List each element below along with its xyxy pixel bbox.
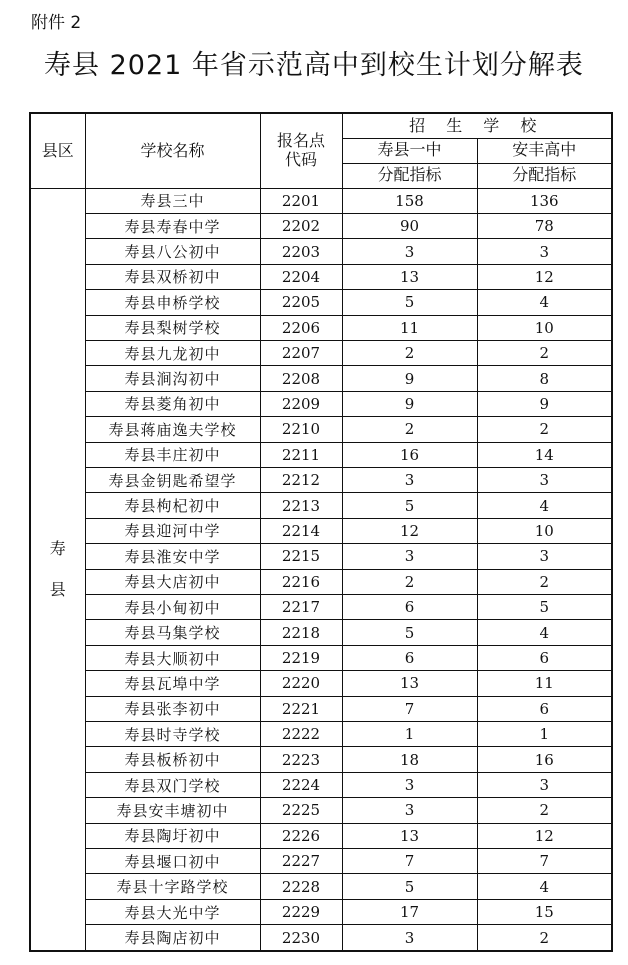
school2-quota-cell: 4	[477, 290, 612, 315]
school-name-cell: 寿县迎河中学	[85, 518, 260, 543]
school2-quota-cell: 6	[477, 696, 612, 721]
school1-quota-cell: 9	[342, 366, 477, 391]
school2-quota-cell: 9	[477, 391, 612, 416]
code-cell: 2217	[260, 595, 342, 620]
school-name-cell: 寿县八公初中	[85, 239, 260, 264]
code-cell: 2204	[260, 264, 342, 289]
table-row	[30, 467, 612, 492]
school1-quota-cell: 13	[342, 823, 477, 848]
school-name-cell: 寿县梨树学校	[85, 315, 260, 340]
school2-quota-cell: 6	[477, 645, 612, 670]
school-name-cell: 寿县菱角初中	[85, 391, 260, 416]
school-name-cell: 寿县张李初中	[85, 696, 260, 721]
school2-quota-cell: 2	[477, 925, 612, 951]
school1-quota-cell: 9	[342, 391, 477, 416]
school-name-cell: 寿县蒋庙逸夫学校	[85, 417, 260, 442]
school-name-cell: 寿县堰口初中	[85, 849, 260, 874]
code-cell: 2211	[260, 442, 342, 467]
table-body	[30, 188, 612, 951]
county-char-2: 县	[49, 580, 66, 600]
school-name-cell: 寿县双门学校	[85, 772, 260, 797]
school2-quota-cell: 78	[477, 213, 612, 238]
code-cell: 2215	[260, 544, 342, 569]
school2-quota-cell: 2	[477, 417, 612, 442]
school2-quota-cell: 5	[477, 595, 612, 620]
school2-quota-cell: 4	[477, 493, 612, 518]
table-row	[30, 823, 612, 848]
header-county: 县区	[30, 113, 85, 188]
table-row	[30, 366, 612, 391]
school1-quota-cell: 13	[342, 671, 477, 696]
school1-quota-cell: 3	[342, 772, 477, 797]
school2-quota-cell: 4	[477, 620, 612, 645]
school2-quota-cell: 11	[477, 671, 612, 696]
table-row	[30, 391, 612, 416]
school1-quota-cell: 158	[342, 188, 477, 213]
code-cell: 2224	[260, 772, 342, 797]
school1-quota-cell: 3	[342, 544, 477, 569]
code-cell: 2201	[260, 188, 342, 213]
header-school2: 安丰高中	[477, 138, 612, 163]
school2-quota-cell: 10	[477, 315, 612, 340]
school1-quota-cell: 6	[342, 595, 477, 620]
school-name-cell: 寿县十字路学校	[85, 874, 260, 899]
school2-quota-cell: 1	[477, 722, 612, 747]
school2-quota-cell: 3	[477, 239, 612, 264]
table-row	[30, 849, 612, 874]
table-row	[30, 671, 612, 696]
county-char-1: 寿	[49, 538, 66, 558]
school2-quota-cell: 14	[477, 442, 612, 467]
school2-quota-cell: 3	[477, 467, 612, 492]
code-cell: 2228	[260, 874, 342, 899]
code-cell: 2223	[260, 747, 342, 772]
table-row	[30, 747, 612, 772]
school1-quota-cell: 2	[342, 340, 477, 365]
school1-quota-cell: 2	[342, 569, 477, 594]
table-row	[30, 925, 612, 951]
school1-quota-cell: 3	[342, 925, 477, 951]
code-cell: 2212	[260, 467, 342, 492]
code-cell: 2210	[260, 417, 342, 442]
code-cell: 2219	[260, 645, 342, 670]
table-row	[30, 722, 612, 747]
code-cell: 2206	[260, 315, 342, 340]
school-name-cell: 寿县九龙初中	[85, 340, 260, 365]
school-name-cell: 寿县淮安中学	[85, 544, 260, 569]
code-cell: 2221	[260, 696, 342, 721]
school1-quota-cell: 5	[342, 493, 477, 518]
school-name-cell: 寿县时寺学校	[85, 722, 260, 747]
table-row	[30, 188, 612, 213]
school2-quota-cell: 12	[477, 264, 612, 289]
school1-quota-cell: 3	[342, 239, 477, 264]
code-cell: 2203	[260, 239, 342, 264]
school2-quota-cell: 3	[477, 544, 612, 569]
code-cell: 2222	[260, 722, 342, 747]
school2-quota-cell: 3	[477, 772, 612, 797]
code-cell: 2226	[260, 823, 342, 848]
table-row	[30, 798, 612, 823]
header-school-name: 学校名称	[85, 113, 260, 188]
school-name-cell: 寿县双桥初中	[85, 264, 260, 289]
school-name-cell: 寿县陶店初中	[85, 925, 260, 951]
school1-quota-cell: 3	[342, 467, 477, 492]
code-cell: 2220	[260, 671, 342, 696]
code-cell: 2202	[260, 213, 342, 238]
school1-quota-cell: 18	[342, 747, 477, 772]
school-name-cell: 寿县枸杞初中	[85, 493, 260, 518]
table-row	[30, 696, 612, 721]
school1-quota-cell: 13	[342, 264, 477, 289]
table-row	[30, 340, 612, 365]
school1-quota-cell: 7	[342, 849, 477, 874]
school2-quota-cell: 4	[477, 874, 612, 899]
table-row	[30, 493, 612, 518]
header-school1: 寿县一中	[342, 138, 477, 163]
page-title: 寿县 2021 年省示范高中到校生计划分解表	[44, 50, 584, 81]
table-row	[30, 569, 612, 594]
school1-quota-cell: 5	[342, 874, 477, 899]
school2-quota-cell: 15	[477, 899, 612, 924]
school1-quota-cell: 6	[342, 645, 477, 670]
school2-quota-cell: 136	[477, 188, 612, 213]
school-name-cell: 寿县小甸初中	[85, 595, 260, 620]
table-row	[30, 645, 612, 670]
school-name-cell: 寿县安丰塘初中	[85, 798, 260, 823]
school2-quota-cell: 2	[477, 798, 612, 823]
table-row	[30, 442, 612, 467]
school-name-cell: 寿县涧沟初中	[85, 366, 260, 391]
code-cell: 2229	[260, 899, 342, 924]
code-cell: 2205	[260, 290, 342, 315]
school1-quota-cell: 5	[342, 290, 477, 315]
header-school1-quota: 分配指标	[342, 163, 477, 188]
school2-quota-cell: 8	[477, 366, 612, 391]
header-code	[260, 113, 342, 188]
table-row	[30, 264, 612, 289]
code-cell: 2230	[260, 925, 342, 951]
code-cell: 2214	[260, 518, 342, 543]
table-row	[30, 290, 612, 315]
school2-quota-cell: 2	[477, 569, 612, 594]
header-code-line2: 代码	[284, 149, 317, 169]
school1-quota-cell: 17	[342, 899, 477, 924]
school1-quota-cell: 16	[342, 442, 477, 467]
header-code-line1: 报名点	[276, 131, 325, 151]
school2-quota-cell: 16	[477, 747, 612, 772]
school-name-cell: 寿县申桥学校	[85, 290, 260, 315]
table-row	[30, 899, 612, 924]
school1-quota-cell: 1	[342, 722, 477, 747]
code-cell: 2227	[260, 849, 342, 874]
table-row	[30, 239, 612, 264]
school1-quota-cell: 90	[342, 213, 477, 238]
school-name-cell: 寿县大店初中	[85, 569, 260, 594]
attachment-label: 附件 2	[31, 13, 82, 33]
table-row	[30, 544, 612, 569]
header-recruiting-schools: 招 生 学 校	[342, 113, 612, 138]
table-row	[30, 315, 612, 340]
school2-quota-cell: 2	[477, 340, 612, 365]
school-name-cell: 寿县三中	[85, 188, 260, 213]
header-school2-quota: 分配指标	[477, 163, 612, 188]
table-row	[30, 595, 612, 620]
code-cell: 2213	[260, 493, 342, 518]
table-row	[30, 620, 612, 645]
school-name-cell: 寿县陶圩初中	[85, 823, 260, 848]
school-name-cell: 寿县板桥初中	[85, 747, 260, 772]
school2-quota-cell: 12	[477, 823, 612, 848]
school-name-cell: 寿县金钥匙希望学	[85, 467, 260, 492]
school1-quota-cell: 11	[342, 315, 477, 340]
school-name-cell: 寿县丰庄初中	[85, 442, 260, 467]
code-cell: 2207	[260, 340, 342, 365]
school-name-cell: 寿县大光中学	[85, 899, 260, 924]
table-row	[30, 772, 612, 797]
school1-quota-cell: 3	[342, 798, 477, 823]
school2-quota-cell: 7	[477, 849, 612, 874]
table-row	[30, 518, 612, 543]
county-cell	[30, 188, 85, 951]
code-cell: 2208	[260, 366, 342, 391]
code-cell: 2218	[260, 620, 342, 645]
table-row	[30, 874, 612, 899]
school1-quota-cell: 12	[342, 518, 477, 543]
school2-quota-cell: 10	[477, 518, 612, 543]
school-name-cell: 寿县马集学校	[85, 620, 260, 645]
school-name-cell: 寿县寿春中学	[85, 213, 260, 238]
allocation-table	[29, 112, 613, 952]
table-row	[30, 417, 612, 442]
school-name-cell: 寿县大顺初中	[85, 645, 260, 670]
code-cell: 2216	[260, 569, 342, 594]
code-cell: 2225	[260, 798, 342, 823]
school-name-cell: 寿县瓦埠中学	[85, 671, 260, 696]
code-cell: 2209	[260, 391, 342, 416]
school1-quota-cell: 5	[342, 620, 477, 645]
school1-quota-cell: 7	[342, 696, 477, 721]
table-row	[30, 213, 612, 238]
school1-quota-cell: 2	[342, 417, 477, 442]
